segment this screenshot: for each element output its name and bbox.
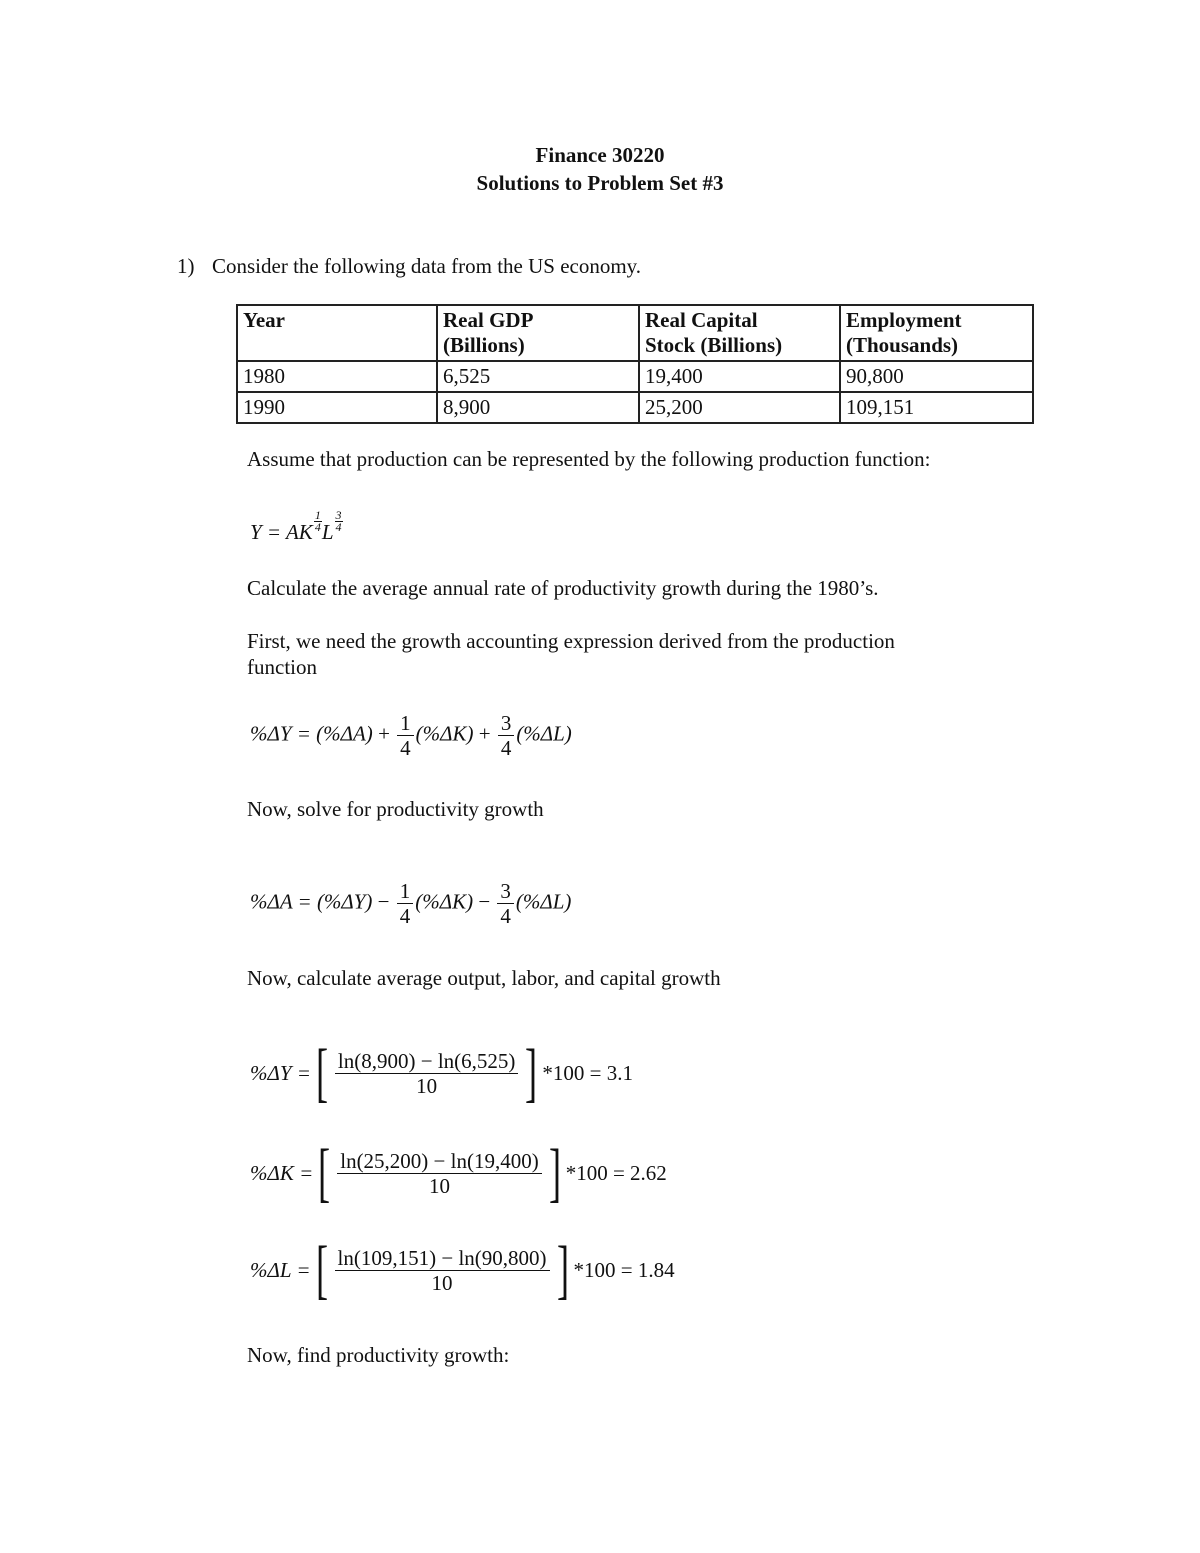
table-cell: 90,800 — [840, 361, 1033, 392]
question-text: Consider the following data from the US economy. — [212, 254, 642, 278]
table-cell: 8,900 — [437, 392, 639, 423]
table-cell: 25,200 — [639, 392, 840, 423]
find-productivity-paragraph: Now, find productivity growth: — [247, 1343, 510, 1367]
assume-paragraph: Assume that production can be represented by the following production function: — [247, 447, 931, 471]
table-header-cell: Real Capital Stock (Billions) — [639, 305, 840, 361]
labor-growth-equation: %ΔL = [ $\frac{\ln(109,151) - \ln(90,800)}{10}$ ] *100 = 1.84 — [250, 1233, 675, 1306]
table-header-row — [237, 305, 1033, 361]
table-header-cell: Real GDP (Billions) — [437, 305, 639, 361]
question-number: 1) — [177, 254, 195, 278]
table-cell: 1990 — [237, 392, 437, 423]
table-row — [237, 361, 1033, 392]
table-row — [237, 392, 1033, 423]
table-cell: 6,525 — [437, 361, 639, 392]
table-cell: 19,400 — [639, 361, 840, 392]
economy-data-table — [236, 304, 1034, 424]
production-function: Y = AK $\frac{1}{4}$ L $\frac{3}{4}$ — [250, 508, 342, 544]
calculate-average-paragraph: Now, calculate average output, labor, and capital growth — [247, 966, 721, 990]
document-title: Finance 30220 — [535, 143, 665, 167]
growth-accounting-equation: %ΔY = (%ΔA) + $\frac{1}{4}$ (%ΔK) + $\frac{3}{4}$ (%ΔL) — [250, 711, 572, 760]
table-header-cell: Employment (Thousands) — [840, 305, 1033, 361]
productivity-equation: %ΔA = (%ΔY) − $\frac{1}{4}$ (%ΔK) − $\frac{3}{4}$ (%ΔL) — [250, 879, 572, 928]
solve-paragraph: Now, solve for productivity growth — [247, 797, 544, 821]
table-header-cell: Year — [237, 305, 437, 361]
table-cell: 109,151 — [840, 392, 1033, 423]
capital-growth-equation: %ΔK = [ $\frac{\ln(25,200) - \ln(19,400)}{10}$ ] *100 = 2.62 — [250, 1136, 667, 1209]
calculate-paragraph: Calculate the average annual rate of productivity growth during the 1980’s. — [247, 576, 879, 600]
first-paragraph-line2: function — [247, 655, 317, 679]
table-cell: 1980 — [237, 361, 437, 392]
first-paragraph-line1: First, we need the growth accounting expression derived from the production — [247, 629, 895, 653]
document-subtitle: Solutions to Problem Set #3 — [476, 171, 724, 195]
output-growth-equation: %ΔY = [ $\frac{\ln(8,900) - \ln(6,525)}{10}$ ] *100 = 3.1 — [250, 1036, 633, 1109]
